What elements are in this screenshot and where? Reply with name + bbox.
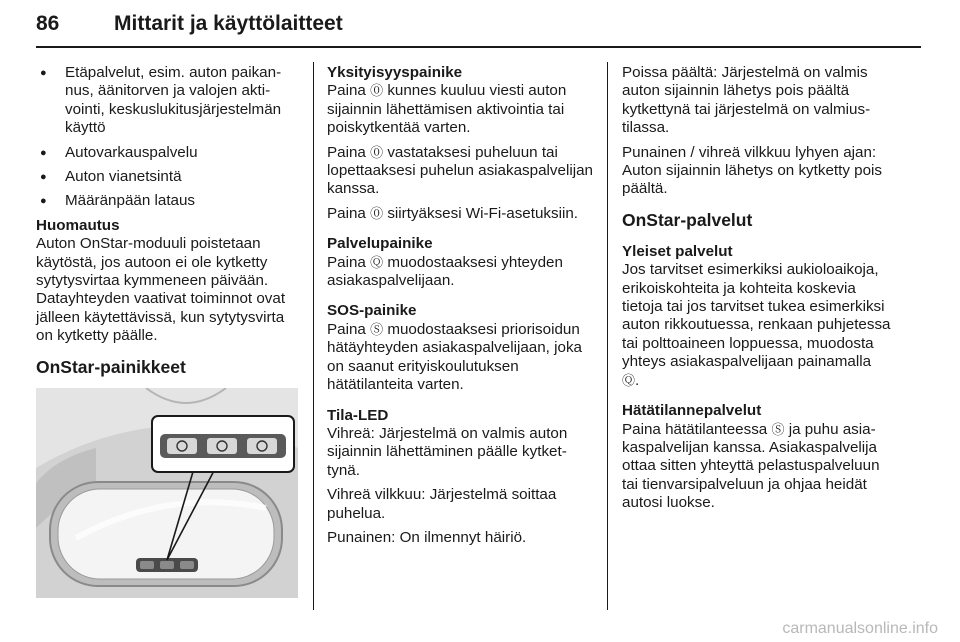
column-1 xyxy=(36,64,300,598)
page-title: Mittarit ja käyttölaitteet xyxy=(114,12,343,35)
service-button-heading: Palvelupainike xyxy=(327,235,433,253)
privacy-paragraph-1: Paina ⓪ kunnes kuuluu viesti auton sijainnin lähettämisen aktivointia tai poiskytkentää varten. xyxy=(327,82,567,137)
page-header xyxy=(36,6,921,40)
note-box xyxy=(36,217,300,346)
general-services-paragraph: Jos tarvitset esimerkiksi aukioloaikoja, erikoiskohteita ja kohteita koskevia tietoja tai jos tarvitset tukea esimerkiksi auton rikkoutuessa, renkaan puhjetessa tai polttoaineen loppuessa, muodosta yhteys asiakaspalvelijaan painamalla Ⓠ. xyxy=(622,261,891,389)
privacy-paragraph-2: Paina ⓪ vastataksesi puheluun tai lopettaaksesi puhelun asiakaspalvelijan kanssa. xyxy=(327,143,593,198)
list-item: ● Etäpalvelut, esim. auton paikannus, äänitorven ja valojen aktivointi, keskuslukitusjärjestelmän käyttö xyxy=(36,64,300,138)
list-item: ● Auton vianetsintä xyxy=(36,168,300,186)
privacy-paragraph-3: Paina ⓪ siirtyäksesi Wi-Fi-asetuksiin. xyxy=(327,204,579,222)
led-paragraph-4: Poissa päältä: Järjestelmä on valmis auton sijainnin lähetys pois päältä kytkettynä tai järjestelmä on valmiustilassa. xyxy=(622,64,871,137)
column-divider-1 xyxy=(313,62,314,610)
service-icon: Ⓠ xyxy=(622,372,636,388)
sos-button-heading: SOS-painike xyxy=(327,302,417,320)
section-heading-onstar-services: OnStar-palvelut xyxy=(622,209,753,230)
sos-paragraph: Paina Ⓢ muodostaaksesi priorisoidun hätäyhteyden asiakaspalvelijaan, joka on saanut erityiskoulutuksen hätätilanteita varten. xyxy=(327,320,582,394)
led-paragraph-2: Vihreä vilkkuu: Järjestelmä soittaa puhelua. xyxy=(327,486,557,522)
service-paragraph: Paina Ⓠ muodostaaksesi yhteyden asiakaspalvelijaan. xyxy=(327,253,563,290)
emergency-services-heading: Hätätilannepalvelut xyxy=(622,402,762,420)
privacy-icon: ⓪ xyxy=(370,83,384,99)
list-item: ● Määränpään lataus xyxy=(36,192,300,210)
emergency-services-paragraph: Paina hätätilanteessa Ⓢ ja puhu asiakaspalvelijan kanssa. Asiakaspalvelija ottaa sitten yhteyttä pelastuspalveluun tai tienvarsipalveluun ja ohjaa heidät autosi luokse. xyxy=(622,420,880,512)
status-led-heading: Tila-LED xyxy=(327,406,389,424)
page-number: 86 xyxy=(36,12,60,35)
privacy-icon: ⓪ xyxy=(370,205,384,221)
led-paragraph-1: Vihreä: Järjestelmä on valmis auton sijainnin lähettäminen päälle kytkettynä. xyxy=(327,424,568,479)
section-heading-onstar-buttons: OnStar-painikkeet xyxy=(36,356,186,377)
led-paragraph-5: Punainen / vihreä vilkkuu lyhyen ajan: Auton sijainnin lähetys on kytketty pois päältä. xyxy=(622,143,883,198)
feature-list xyxy=(36,64,300,211)
watermark-credits: carmanualsonline.info xyxy=(782,620,938,637)
note-heading: Huomautus xyxy=(36,216,120,234)
service-icon: Ⓠ xyxy=(370,254,384,270)
mirror-buttons-figure xyxy=(36,388,298,598)
privacy-icon: ⓪ xyxy=(370,144,384,160)
note-text: Auton OnStar-moduuli poistetaan käytöstä, jos autoon ei ole kytketty sytytysvirtaa kymmeneen päivään. Datayhteyden vaativat toiminnot ovat jälleen käytettävissä, kun sytytysvirta on kytketty päälle. xyxy=(36,235,286,345)
sos-icon: Ⓢ xyxy=(771,421,785,437)
column-2 xyxy=(327,64,593,553)
list-item: ● Autovarkauspalvelu xyxy=(36,144,300,162)
column-divider-2 xyxy=(607,62,608,610)
header-rule xyxy=(36,46,921,48)
column-3 xyxy=(622,64,892,519)
rearview-mirror-illustration xyxy=(36,388,298,598)
sos-icon: Ⓢ xyxy=(370,321,384,337)
privacy-button-heading: Yksityisyyspainike xyxy=(327,64,463,81)
general-services-heading: Yleiset palvelut xyxy=(622,242,733,260)
led-paragraph-3: Punainen: On ilmennyt häiriö. xyxy=(327,528,527,546)
